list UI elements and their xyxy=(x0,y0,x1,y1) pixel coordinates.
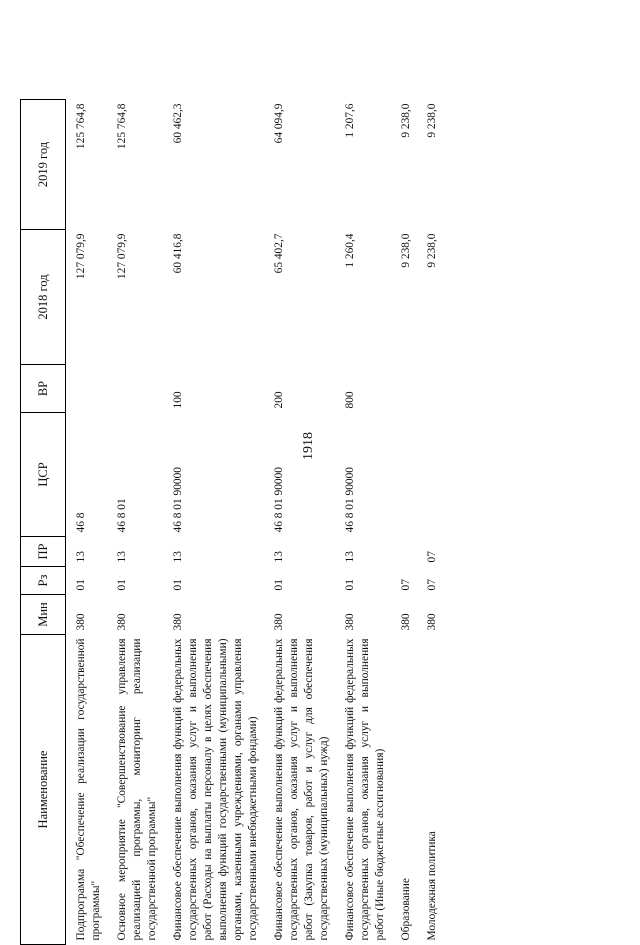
table-row xyxy=(264,100,335,945)
row-pr: 13 xyxy=(116,551,128,563)
row-csr xyxy=(391,413,417,537)
row-name: Образование xyxy=(400,878,412,941)
table-row xyxy=(66,100,108,945)
table-row xyxy=(107,100,163,945)
row-vr xyxy=(417,365,443,413)
row-csr xyxy=(417,413,443,537)
header-name: Наименование xyxy=(21,635,66,945)
row-rz: 01 xyxy=(273,579,285,591)
header-vr: ВР xyxy=(21,365,66,413)
row-csr: 46 8 01 90000 xyxy=(172,467,184,533)
budget-table-rotated xyxy=(20,100,560,945)
row-2018: 65 402,7 xyxy=(273,233,285,274)
row-2019: 64 094,9 xyxy=(273,103,285,144)
row-min: 380 xyxy=(400,613,412,631)
row-name: Финансовое обеспечение выполнения функций федеральных государственных органов, оказания услуг и выполнения работ (Расходы на выплаты персоналу в целях обеспечения выполнения функций государственными (муниципальными) органами, казенными учреждениями, органами управления государственными внебюджетными фондами) xyxy=(172,638,259,941)
table-row xyxy=(163,100,264,945)
row-2018: 9 238,0 xyxy=(426,233,438,268)
header-2018: 2018 год xyxy=(21,230,66,365)
row-min: 380 xyxy=(172,613,184,631)
row-name: Основное мероприятие "Совершенствование управления реализацией программы, мониторинг реализации государственной программы" xyxy=(116,638,158,941)
page-number: 1918 xyxy=(301,432,316,460)
row-rz: 01 xyxy=(172,579,184,591)
header-csr: ЦСР xyxy=(21,413,66,537)
budget-table xyxy=(20,99,443,945)
row-min: 380 xyxy=(75,613,87,631)
row-vr xyxy=(107,365,163,413)
row-min: 380 xyxy=(426,613,438,631)
row-csr: 46 8 xyxy=(75,512,87,533)
row-rz: 01 xyxy=(116,579,128,591)
row-pr xyxy=(391,537,417,567)
row-min: 380 xyxy=(116,613,128,631)
row-name: Финансовое обеспечение выполнения функций федеральных государственных органов, оказания услуг и выполнения работ (Закупка товаров, работ и услуг для обеспечения государственных (муниципальных) нужд) xyxy=(273,638,330,941)
row-2018: 127 079,9 xyxy=(116,233,128,280)
row-csr: 46 8 01 90000 xyxy=(273,467,285,533)
row-name: Подпрограмма "Обеспечение реализации государственной программы" xyxy=(75,638,102,941)
table-header-row xyxy=(21,100,66,945)
table-row xyxy=(335,100,391,945)
table-row xyxy=(391,100,417,945)
row-2018: 60 416,8 xyxy=(172,233,184,274)
header-pr: ПР xyxy=(21,537,66,567)
row-2019: 125 764,8 xyxy=(116,103,128,150)
row-2018: 9 238,0 xyxy=(400,233,412,268)
row-pr: 13 xyxy=(344,551,356,563)
row-rz: 01 xyxy=(75,579,87,591)
row-vr xyxy=(66,365,108,413)
header-min: Мин xyxy=(21,595,66,635)
row-2019: 125 764,8 xyxy=(75,103,87,150)
row-min: 380 xyxy=(273,613,285,631)
row-2019: 60 462,3 xyxy=(172,103,184,144)
row-vr: 800 xyxy=(344,391,356,409)
table-row xyxy=(417,100,443,945)
row-csr: 46 8 01 xyxy=(116,498,128,533)
row-pr: 07 xyxy=(426,551,438,563)
row-pr: 13 xyxy=(172,551,184,563)
row-vr: 200 xyxy=(273,391,285,409)
row-min: 380 xyxy=(344,613,356,631)
row-vr: 100 xyxy=(172,391,184,409)
row-rz: 07 xyxy=(426,579,438,591)
row-rz: 01 xyxy=(344,579,356,591)
header-rz: Рз xyxy=(21,567,66,595)
row-rz: 07 xyxy=(400,579,412,591)
row-name: Молодежная политика xyxy=(426,831,438,941)
row-2019: 9 238,0 xyxy=(400,103,412,138)
row-pr: 13 xyxy=(75,551,87,563)
row-2018: 127 079,9 xyxy=(75,233,87,280)
row-2019: 9 238,0 xyxy=(426,103,438,138)
row-name: Финансовое обеспечение выполнения функций федеральных государственных органов, оказания услуг и выполнения работ (Иные бюджетные ассигнования) xyxy=(344,638,386,941)
row-vr xyxy=(391,365,417,413)
row-2018: 1 260,4 xyxy=(344,233,356,268)
row-pr: 13 xyxy=(273,551,285,563)
header-2019: 2019 год xyxy=(21,100,66,230)
row-2019: 1 207,6 xyxy=(344,103,356,138)
row-csr: 46 8 01 90000 xyxy=(344,467,356,533)
